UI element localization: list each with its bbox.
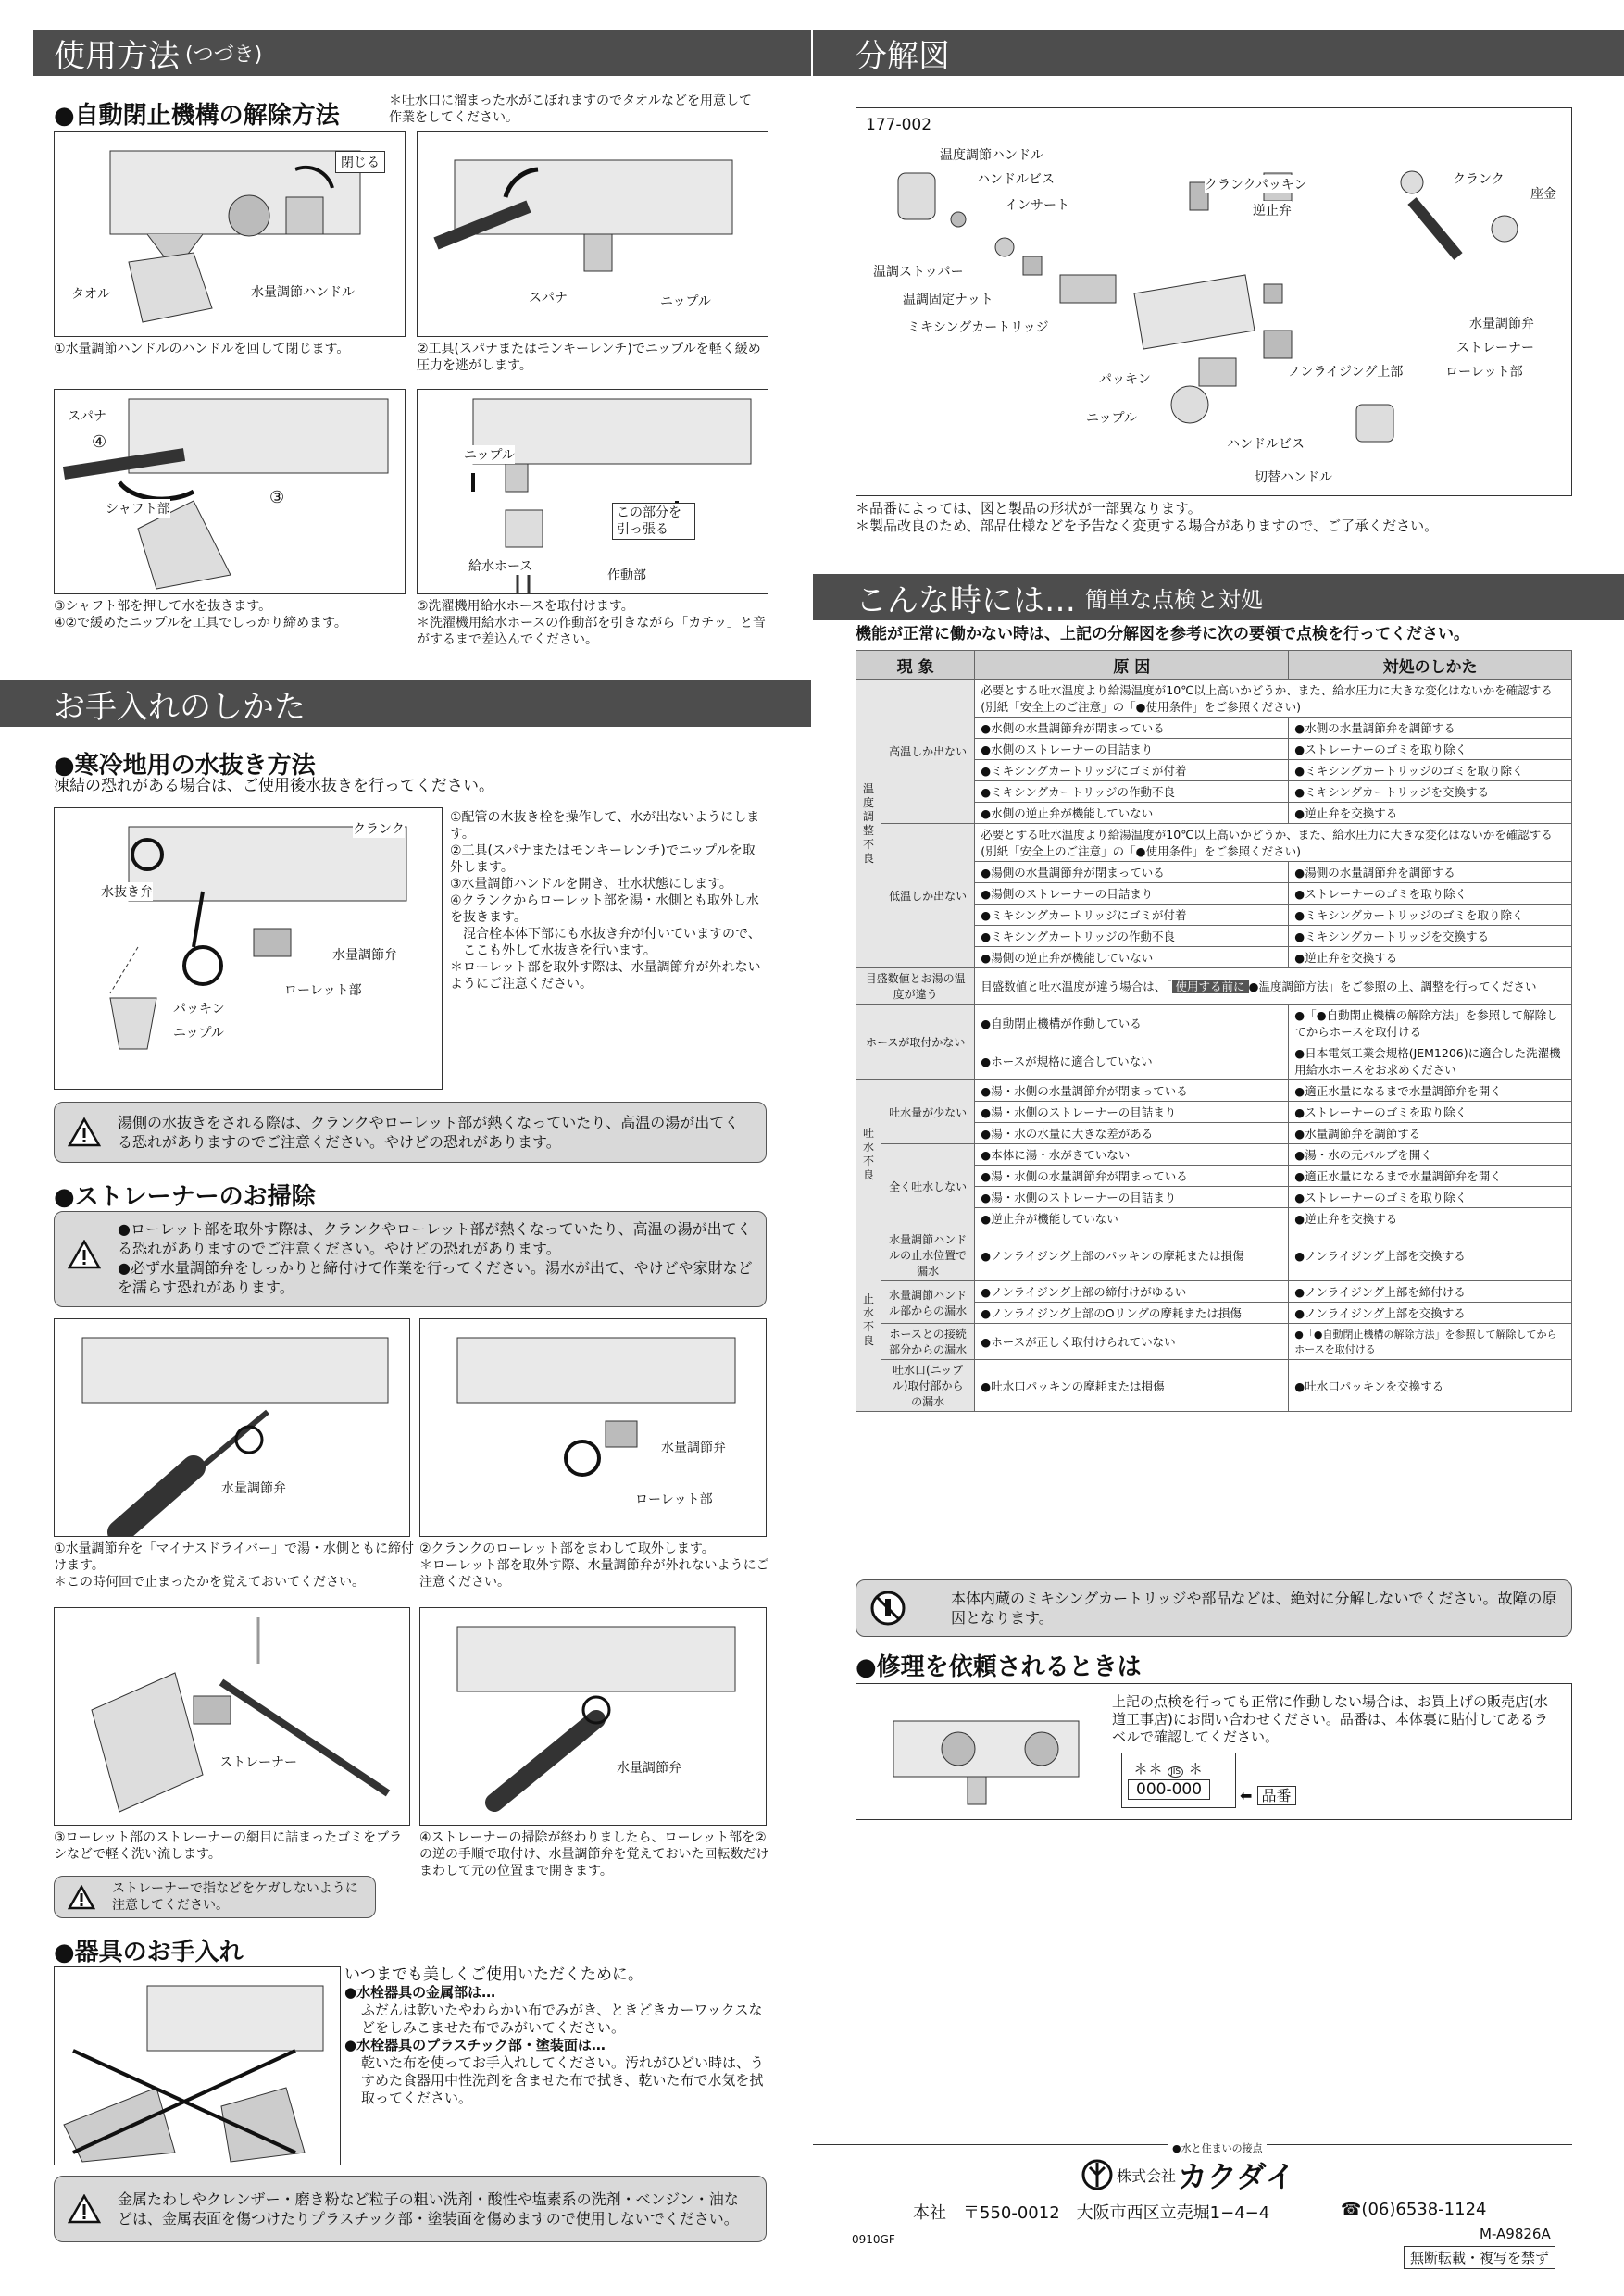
low-remedy-4: ●ミキシングカートリッジを交換する [1289,926,1572,947]
scale-remedy [975,968,1572,1004]
care-illustration-box [54,1966,341,2165]
label-step-4: ④ [92,432,107,452]
product-label-top: ＊＊ JIS ＊ [1133,1760,1204,1778]
drain-steps [450,809,765,992]
none-remedy-3: ●ストレーナーのゴミを取り除く [1289,1187,1572,1208]
strainer-panel-2 [419,1318,767,1537]
high-remedy-5: ●逆止弁を交換する [1289,803,1572,824]
label-drain-valve: 水抜き弁 [101,882,153,901]
label-towel: タオル [71,284,110,303]
product-label [1121,1753,1236,1808]
auto-stop-panel-1 [54,131,406,337]
part-crank-packing: クランクパッキン [1205,175,1307,193]
company-address: 本社 〒550-0012 大阪市西区立売堀1−4−4 [913,2203,1270,2223]
none-cause-3: ●湯・水側のストレーナーの目詰まり [975,1187,1289,1208]
care-metal-title: ●水栓器具の金属部は… [344,1984,496,2001]
scale-text-b: ●温度調節方法」をご参照の上、調整を行ってください [1248,980,1537,993]
high-remedy-1: ●水側の水量調節弁を調節する [1289,718,1572,739]
exploded-note-2: ＊製品改良のため、部品仕様などを予告なく変更する場合がありますので、ご了承ください。 [856,518,1439,534]
symptom-hose: ホースが取付かない [856,1004,975,1080]
leak-cause-3: ●ノンライジング上部のOリングの摩耗または損傷 [975,1303,1289,1324]
strainer-panel-1 [54,1318,410,1537]
label-flow-valve-s1: 水量調節弁 [221,1479,286,1497]
none-remedy-4: ●逆止弁を交換する [1289,1208,1572,1229]
low-remedy-3: ●ミキシングカートリッジのゴミを取り除く [1289,905,1572,926]
trouble-intro: 機能が正常に働かない時は、上記の分解図を参考に次の要領で点検を行ってください。 [856,625,1469,643]
drain-heading: ●寒冷地用の水抜き方法 [54,752,316,780]
strainer-panel-4 [419,1607,767,1826]
leak-cause-2: ●ノンライジング上部の締付けがゆるい [975,1281,1289,1303]
part-nipple: ニップル [1086,408,1137,427]
label-spanner-3: スパナ [68,406,106,425]
care-heading: ●器具のお手入れ [54,1939,244,1966]
hose-remedy-2: ●日本電気工業会規格(JEM1206)に適合した洗濯機用給水ホースをお求めください [1289,1042,1572,1080]
label-packing: パッキン [173,999,225,1017]
leak-symptom-2: 水量調節ハンドル部からの漏水 [881,1281,975,1324]
product-number-label: 品番 [1257,1786,1296,1805]
none-cause-2: ●湯・水側の水量調節弁が閉まっている [975,1166,1289,1187]
part-crank: クランク [1453,169,1505,188]
part-handle-screw: ハンドルビス [977,169,1055,188]
auto-stop-caption-4: ⑤洗濯機用給水ホースを取付けます。 ＊洗濯機用給水ホースの作動部を引きながら「カチッ」と音がするまで差込んでください。 [417,599,766,647]
label-supply-hose: 給水ホース [468,556,532,575]
auto-stop-panel-4 [417,389,768,594]
group-temp: 温度調整不良 [856,680,881,968]
high-cause-2: ●水側のストレーナーの目詰まり [975,739,1289,760]
less-remedy-1: ●適正水量になるまで水量調節弁を開く [1289,1080,1572,1102]
label-spanner: スパナ [529,288,568,306]
warning-icon-2 [68,1240,101,1269]
less-cause-3: ●湯・水の水量に大きな差がある [975,1123,1289,1144]
auto-stop-caption-2: ②工具(スパナまたはモンキーレンチ)でニップルを軽く緩め圧力を逃がします。 [417,342,761,373]
arrow-left-icon: ⬅ [1240,1787,1253,1804]
none-cause-1: ●本体に湯・水がきていない [975,1144,1289,1166]
exploded-view-box [856,107,1572,496]
part-temp-handle: 温度調節ハンドル [940,145,1043,164]
symptom-low: 低温しか出ない [881,824,975,968]
banner-exploded-title: 分解図 [856,37,950,75]
part-temp-nut: 温調固定ナット [903,290,993,308]
hose-cause-1: ●自動閉止機構が作動している [975,1004,1289,1042]
care-warning-text: 金属たわしやクレンザー・磨き粉など粒子の粗い洗剤・酸性や塩素系の洗剤・ベンジン・油などは、金属表面を傷つけたりプラスチック部・塗装面を傷めますので使用しないでください。 [118,2190,739,2227]
label-nipple: ニップル [660,292,711,310]
leak-symptom-5: 吐水口(ニップル)取付部からの漏水 [881,1360,975,1412]
high-remedy-3: ●ミキシングカートリッジのゴミを取り除く [1289,760,1572,781]
prohibited-icon [869,1590,906,1627]
product-number-pointer [1240,1784,1296,1805]
strainer-caption-1: ①水量調節弁を「マイナスドライバー」で湯・水側ともに締付けます。 ＊この時何回で止まったかを覚えておいてください。 [54,1541,415,1590]
banner-troubleshoot-sub: 簡単な点検と対処 [1085,586,1263,613]
spanner-nipple-illustration [418,132,768,337]
product-label-stars: ＊＊ [1133,1760,1164,1778]
banner-care-title: お手入れのしかた [54,688,306,726]
company-name: カクダイ [1178,2159,1295,2194]
company-tagline: ●水と住まいの接点 [1168,2140,1267,2155]
hose-cause-2: ●ホースが規格に適合していない [975,1042,1289,1080]
auto-stop-heading: ●自動閉止機構の解除方法 [54,102,340,130]
leak-cause-1: ●ノンライジング上部のパッキンの摩耗または損傷 [975,1229,1289,1281]
repair-text: 上記の点検を行っても正常に作動しない場合は、お買上げの販売店(水道工事店)にお問い合わせください。品番は、本体裏に貼付してあるラベルで確認してください。 [1112,1693,1548,1745]
strainer-finger-warning [54,1876,376,1918]
brush-clean-illustration [55,1608,410,1826]
auto-stop-panel-2 [417,131,768,337]
none-cause-4: ●逆止弁が機能していない [975,1208,1289,1229]
drain-step-4: ④クランクからローレット部を湯・水側とも取外し水を抜きます。 [450,893,759,925]
label-nipple-4: ニップル [464,445,515,464]
low-cause-5: ●湯側の逆止弁が機能していない [975,947,1289,968]
part-cartridge: ミキシングカートリッジ [907,318,1049,336]
leak-remedy-2: ●ノンライジング上部を締付ける [1289,1281,1572,1303]
symptom-less: 吐水量が少ない [881,1080,975,1144]
strainer-finger-warning-text: ストレーナーで指などをケガしないように注意してください。 [112,1881,358,1913]
drain-intro: 凍結の恐れがある場合は、ご使用後水抜きを行ってください。 [54,777,494,795]
symptom-scale: 目盛数値とお湯の温度が違う [856,968,975,1004]
high-cause-4: ●ミキシングカートリッジの作動不良 [975,781,1289,803]
drain-warning [54,1102,767,1163]
low-remedy-5: ●逆止弁を交換する [1289,947,1572,968]
none-remedy-2: ●適正水量になるまで水量調節弁を開く [1289,1166,1572,1187]
care-text [344,1966,770,2107]
leak-cause-5: ●吐水口パッキンの摩耗または損傷 [975,1360,1289,1412]
warning-icon [68,1117,101,1147]
no-disassemble-text: 本体内蔵のミキシングカートリッジや部品などは、絶対に分解しないでください。故障の原因となります。 [951,1590,1557,1627]
strainer-caption-2: ②クランクのローレット部をまわして取外します。 ＊ローレット部を取外す際、水量調節弁が外れないようにご注意ください。 [419,1541,769,1590]
care-plastic-text: 乾いた布を使ってお手入れしてください。汚れがひどい時は、うすめた食器用中性洗剤を含ませた布で拭き、乾いた布で水気を拭取ってください。 [361,2054,765,2106]
label-strainer: ストレーナー [219,1753,297,1771]
leak-remedy-1: ●ノンライジング上部を交換する [1289,1229,1572,1281]
label-knurl-s2: ローレット部 [635,1490,713,1508]
product-label-code: 000-000 [1128,1779,1210,1800]
high-cause-3: ●ミキシングカートリッジにゴミが付着 [975,760,1289,781]
kakudai-logo-icon [1081,2159,1113,2190]
less-cause-2: ●湯・水側のストレーナーの目詰まり [975,1102,1289,1123]
low-cause-2: ●湯側のストレーナーの目詰まり [975,883,1289,905]
high-note: 必要とする吐水温度より給湯温度が10℃以上高いかどうか、また、給水圧力に大きな変化はないかを確認する(別紙「安全上のご注意」の「●使用条件」をご参照ください) [975,680,1572,718]
high-cause-1: ●水側の水量調節弁が閉まっている [975,718,1289,739]
less-remedy-2: ●ストレーナーのゴミを取り除く [1289,1102,1572,1123]
leak-symptom-1: 水量調節ハンドルの止水位置で漏水 [881,1229,975,1281]
banner-care [0,680,811,727]
strainer-warning-1: ●ローレット部を取外す際は、クランクやローレット部が熱くなっていたり、高温の湯が出てくる恐れがありますのでご注意ください。やけどの恐れがあります。 [118,1220,752,1257]
exploded-note-1: ＊品番によっては、図と製品の形状が一部異なります。 [856,500,1202,517]
drain-step-3: ③水量調節ハンドルを開き、吐水状態にします。 [450,877,732,892]
reinstall-illustration [420,1608,767,1826]
header-remedy: 対処のしかた [1289,651,1572,680]
low-remedy-2: ●ストレーナーのゴミを取り除く [1289,883,1572,905]
low-note: 必要とする吐水温度より給湯温度が10℃以上高いかどうか、また、給水圧力に大きな変化はないかを確認する(別紙「安全上のご注意」の「●使用条件」をご参照ください) [975,824,1572,862]
label-step-3: ③ [269,488,285,507]
shaft-press-illustration [55,390,406,594]
copyright-notice: 無断転載・複写を禁ず [1404,2246,1555,2269]
part-handle-screw-2: ハンドルビス [1227,434,1305,453]
label-pull-here: この部分を引っ張る [612,503,695,540]
label-actuator: 作動部 [607,566,646,584]
part-washer: 座金 [1530,184,1556,203]
part-check-valve: 逆止弁 [1253,201,1292,219]
repair-box [856,1683,1572,1820]
none-remedy-1: ●湯・水の元バルブを開く [1289,1144,1572,1166]
less-remedy-3: ●水量調節弁を調節する [1289,1123,1572,1144]
scale-text-a: 目盛数値と吐水温度が違う場合は、「 [981,980,1172,993]
banner-troubleshoot-title: こんな時には… [856,581,1076,619]
company-prefix: 株式会社 [1117,2166,1177,2185]
strainer-caption-3: ③ローレット部のストレーナーの網目に詰まったゴミをブラシなどで軽く洗い流します。 [54,1830,403,1862]
trouble-table [856,650,1572,1412]
part-flow-valve: 水量調節弁 [1469,314,1534,332]
symptom-none: 全く吐水しない [881,1144,975,1229]
document-code: M-A9826A [1480,2226,1551,2242]
drain-warning-text: 湯側の水抜きをされる際は、クランクやローレット部が熱くなっていたり、高温の湯が出てくる恐れがありますのでご注意ください。やけどの恐れがあります。 [118,1114,740,1151]
warning-icon-3 [68,1885,95,1910]
label-close: 閉じる [335,151,385,173]
strainer-panel-3 [54,1607,410,1826]
part-temp-stopper: 温調ストッパー [873,262,964,281]
auto-stop-caption-1: ①水量調節ハンドルのハンドルを回して閉じます。 [54,342,350,356]
less-cause-1: ●湯・水側の水量調節弁が閉まっている [975,1080,1289,1102]
drain-step-4-note: 混合栓本体下部にも水抜き弁が付いていますので、ここも外して水抜きを行います。 [463,927,761,958]
knurl-remove-illustration [420,1319,767,1537]
care-intro: いつまでも美しくご使用いただくために。 [344,1965,643,1984]
company-logo [1081,2153,1295,2196]
part-packing: パッキン [1099,369,1151,388]
label-nipple-drain: ニップル [173,1023,224,1042]
low-cause-3: ●ミキシングカートリッジにゴミが付着 [975,905,1289,926]
label-flow-valve-s2: 水量調節弁 [661,1438,726,1456]
banner-usage-title: 使用方法 [54,37,180,75]
leak-cause-4: ●ホースが正しく取付けられていない [975,1324,1289,1360]
group-flow: 吐水不良 [856,1080,881,1229]
strainer-warning-2: ●必ず水量調節弁をしっかりと締付けて作業を行ってください。湯水が出て、やけどや家財などを濡らす恐れがあります。 [118,1259,753,1296]
care-plastic-title: ●水栓器具のプラスチック部・塗装面は… [344,2037,606,2053]
company-tel: ☎(06)6538-1124 [1341,2200,1487,2219]
label-shaft: シャフト部 [106,499,170,518]
repair-heading: ●修理を依頼されるときは [856,1653,1142,1681]
drain-step-2: ②工具(スパナまたはモンキーレンチ)でニップルを取外します。 [450,843,756,875]
part-insert: インサート [1005,195,1069,214]
exploded-notes [856,500,1587,535]
part-switch-handle: 切替ハンドル [1255,468,1332,486]
strainer-heading: ●ストレーナーのお掃除 [54,1183,316,1211]
model-number: 177-002 [866,116,932,134]
high-cause-5: ●水側の逆止弁が機能していない [975,803,1289,824]
repair-faucet-illustration [856,1684,1097,1820]
care-illustration [55,1967,341,2165]
label-crank: クランク [353,819,405,838]
strainer-caption-4: ④ストレーナーの掃除が終わりましたら、ローレット部を②の逆の手順で取付け、水量調節弁を覚えておいた回転数だけまわして元の位置まで開きます。 [419,1830,769,1878]
header-cause: 原 因 [975,651,1289,680]
leak-symptom-4: ホースとの接続部分からの漏水 [881,1324,975,1360]
low-cause-1: ●湯側の水量調節弁が閉まっている [975,862,1289,883]
leak-remedy-4: ●「●自動閉止機構の解除方法」を参照して解除してからホースを取付ける [1289,1324,1572,1360]
high-remedy-2: ●ストレーナーのゴミを取り除く [1289,739,1572,760]
banner-exploded [813,30,1624,76]
high-remedy-4: ●ミキシングカートリッジを交換する [1289,781,1572,803]
symptom-high: 高温しか出ない [881,680,975,824]
low-remedy-1: ●湯側の水量調節弁を調節する [1289,862,1572,883]
banner-troubleshoot [813,574,1624,620]
strainer-warning [54,1211,767,1307]
label-flow-valve-s4: 水量調節弁 [617,1758,681,1777]
leak-remedy-3: ●ノンライジング上部を交換する [1289,1303,1572,1324]
drain-step-1: ①配管の水抜き栓を操作して、水が出ないようにします。 [450,810,760,842]
no-disassemble-warning [856,1579,1572,1637]
header-symptom: 現 象 [856,651,975,680]
label-flow-handle: 水量調節ハンドル [251,282,355,301]
scale-tag: 使用する前に [1172,980,1249,993]
leak-remedy-5: ●吐水口パッキンを交換する [1289,1360,1572,1412]
care-warning [54,2176,767,2242]
label-knurl: ローレット部 [284,980,362,999]
part-non-rising-top: ノンライジング上部 [1288,362,1403,381]
jis-mark: JIS [1168,1766,1183,1778]
print-code: 0910GF [852,2233,895,2246]
banner-usage-sub: (つづき) [185,43,263,67]
group-stop: 止水不良 [856,1229,881,1412]
banner-usage [33,30,811,76]
auto-stop-note: ＊吐水口に溜まった水がこぼれますのでタオルなどを用意して作業をしてください。 [389,94,752,125]
warning-icon-4 [68,2194,101,2224]
screwdriver-illustration [55,1319,410,1537]
label-flow-valve: 水量調節弁 [332,945,397,964]
auto-stop-caption-3: ③シャフト部を押して水を抜きます。 ④②で緩めたニップルを工具でしっかり締めます。 [54,599,347,630]
drain-step-caution: ＊ローレット部を取外す際は、水量調節弁が外れないようにご注意ください。 [450,960,761,992]
low-cause-4: ●ミキシングカートリッジの作動不良 [975,926,1289,947]
hose-remedy-1: ●「●自動閉止機構の解除方法」を参照して解除してからホースを取付ける [1289,1004,1572,1042]
care-metal-text: ふだんは乾いたやわらかい布でみがき、ときどきカーワックスなどをしみこませた布でみがいてください。 [361,2002,763,2036]
part-strainer: ストレーナー [1456,338,1534,356]
drain-illustration-box [54,807,443,1090]
part-knurl: ローレット部 [1445,362,1523,381]
auto-stop-panel-3 [54,389,406,594]
